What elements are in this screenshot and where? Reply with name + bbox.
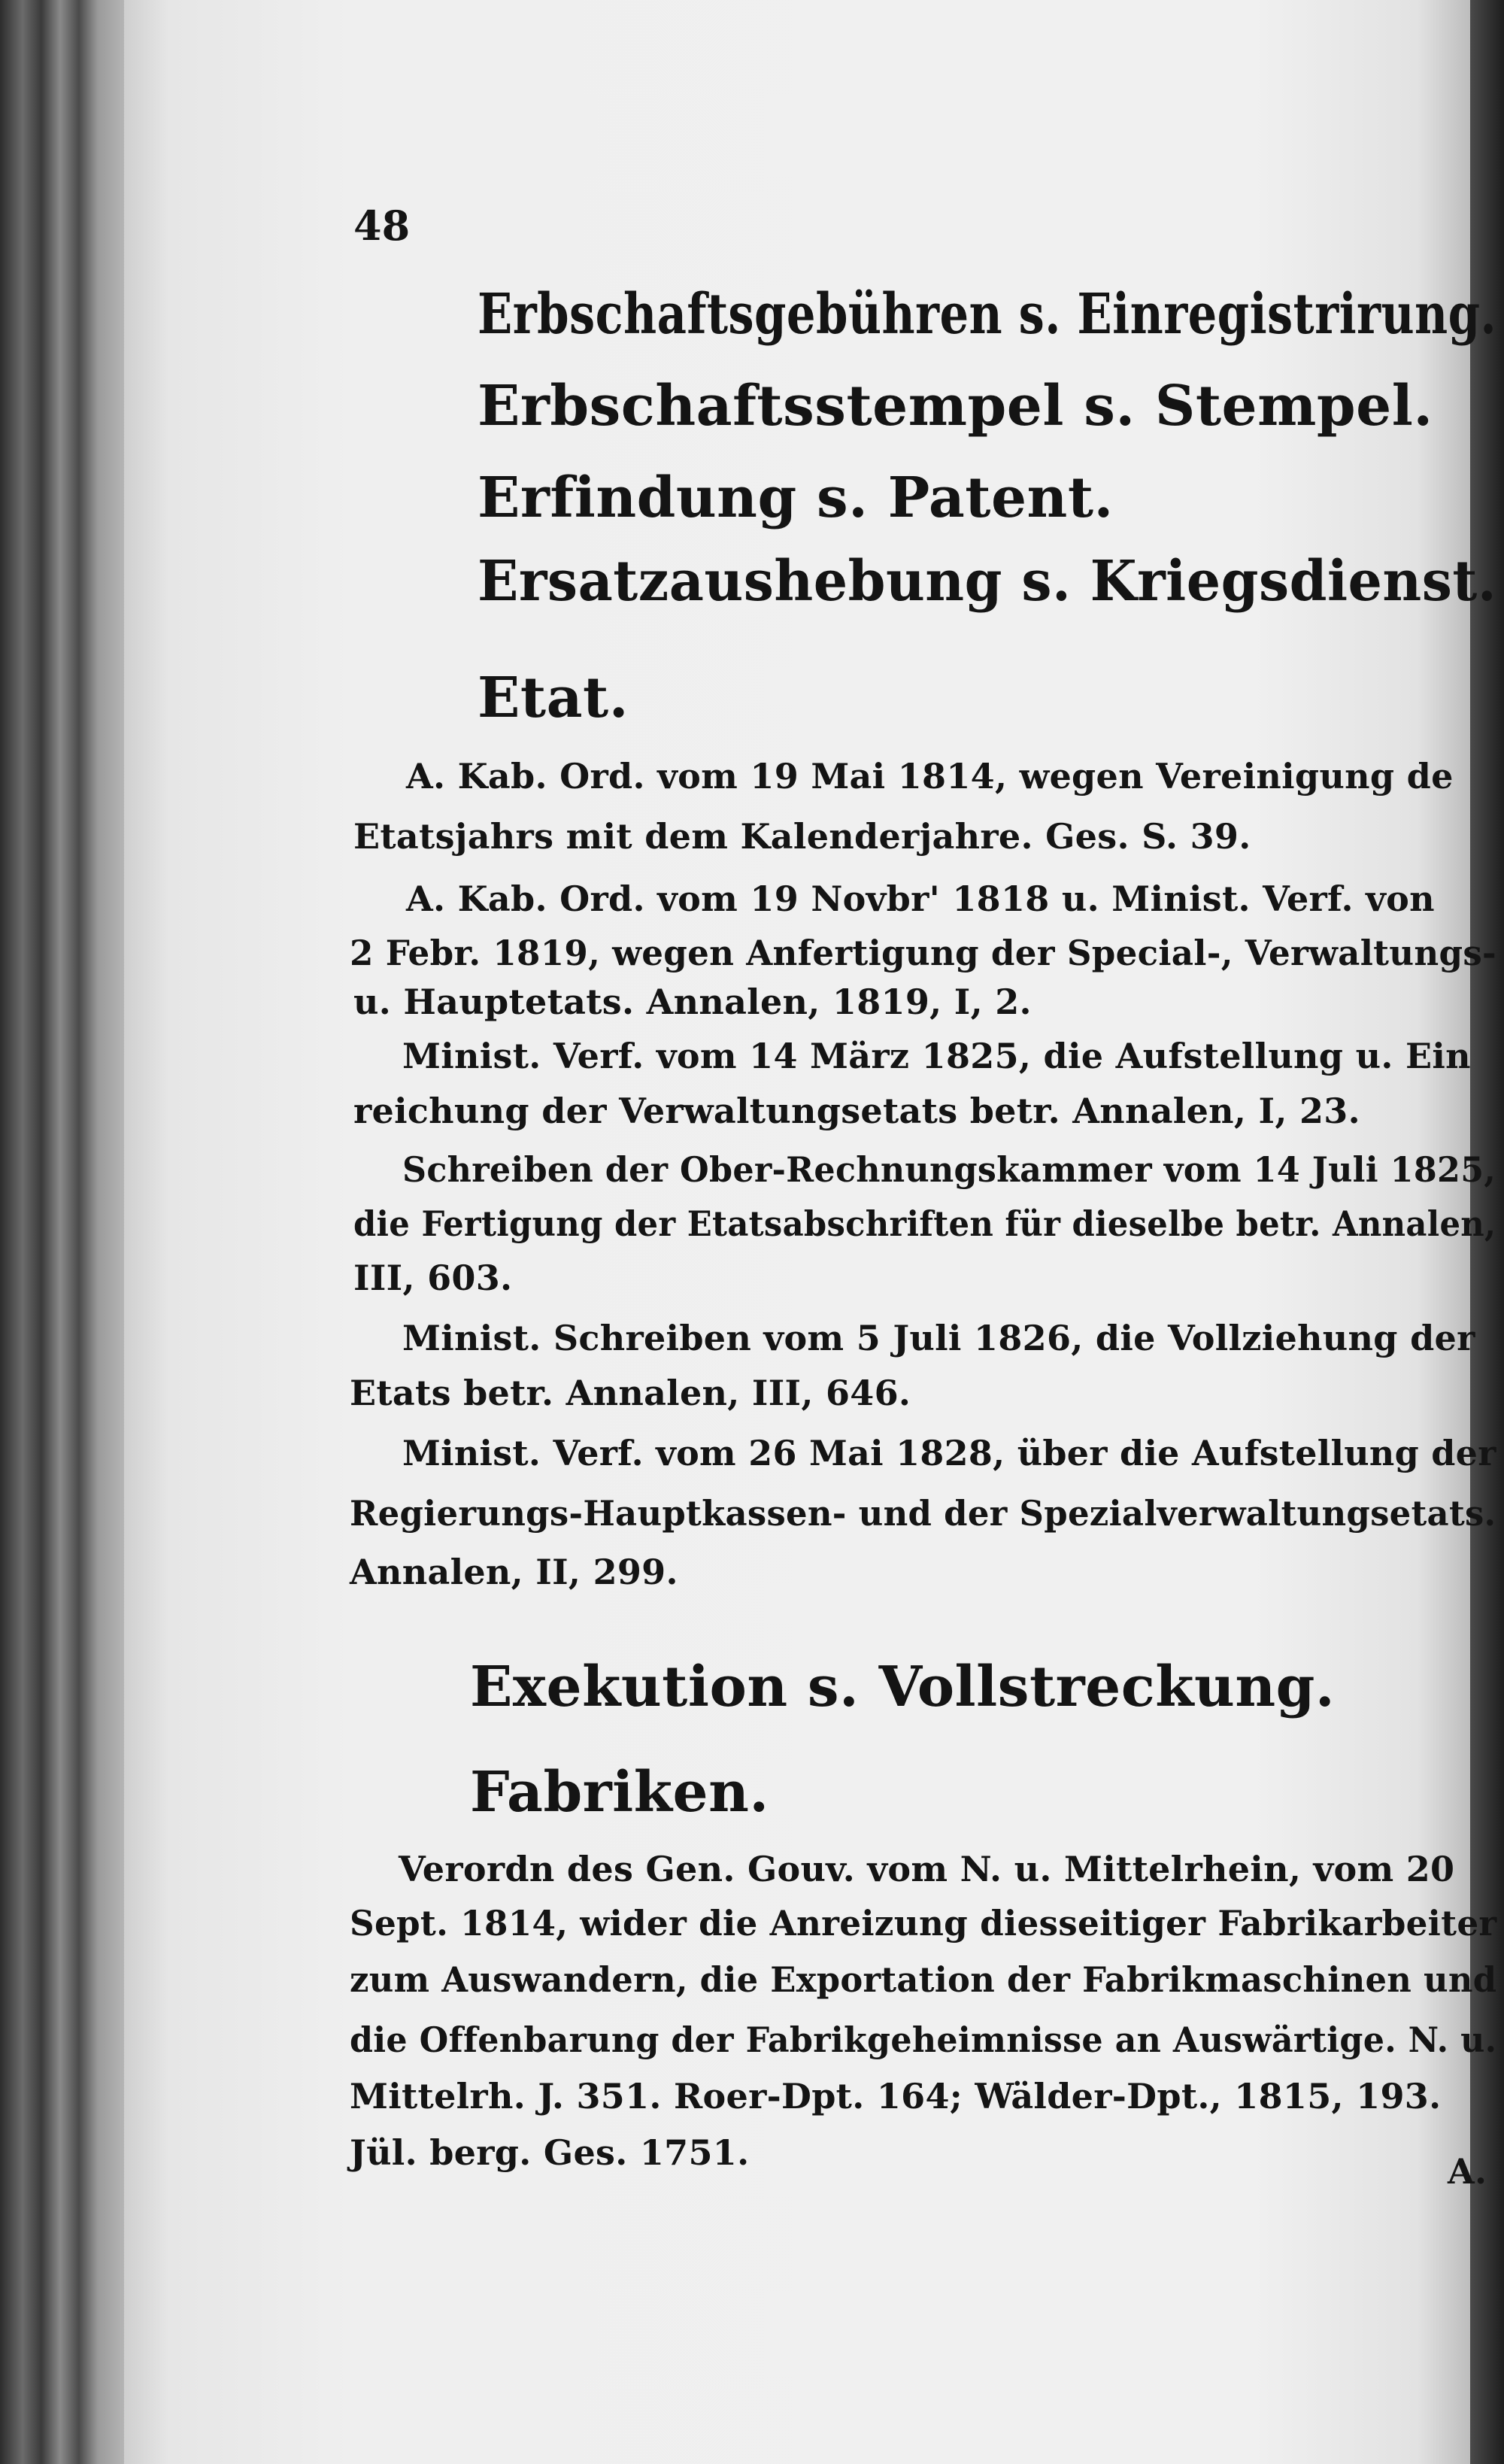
etat-line: Annalen, II, 299.	[350, 1552, 678, 1592]
fabriken-line: Verordn des Gen. Gouv. vom N. u. Mittelrhein, vom 20	[399, 1849, 1455, 1889]
etat-line: Regierungs-Hauptkassen- und der Spezialverwaltungsetats.	[350, 1493, 1496, 1534]
heading-fabriken: Fabriken.	[470, 1760, 769, 1825]
heading-etat: Etat.	[478, 666, 629, 730]
fabriken-line: zum Auswandern, die Exportation der Fabrikmaschinen und	[350, 1959, 1497, 2000]
fabriken-line: die Offenbarung der Fabrikgeheimnisse an Auswärtige. N. u.	[350, 2019, 1497, 2060]
fabriken-line: Jül. berg. Ges. 1751.	[350, 2132, 750, 2173]
heading-erfindung: Erfindung s. Patent.	[478, 466, 1114, 530]
heading-erbschaftsgebuehren: Erbschaftsgebühren s. Einregistrirung.	[478, 282, 1497, 347]
catchword: A.	[1448, 2151, 1487, 2192]
heading-ersatzaushebung: Ersatzaushebung s. Kriegsdienst.	[478, 549, 1497, 614]
etat-line: Minist. Verf. vom 14 März 1825, die Aufstellung u. Ein	[402, 1036, 1471, 1076]
etat-line: Etats betr. Annalen, III, 646.	[350, 1373, 911, 1413]
etat-line: Etatsjahrs mit dem Kalenderjahre. Ges. S. 39.	[353, 816, 1251, 857]
etat-line: 2 Febr. 1819, wegen Anfertigung der Special-, Verwaltungs-	[350, 933, 1497, 973]
etat-line: reichung der Verwaltungsetats betr. Annalen, I, 23.	[353, 1091, 1360, 1131]
etat-line: Minist. Verf. vom 26 Mai 1828, über die Aufstellung der	[402, 1433, 1496, 1473]
etat-line: A. Kab. Ord. vom 19 Mai 1814, wegen Vereinigung de	[406, 756, 1454, 797]
heading-erbschaftsstempel: Erbschaftsstempel s. Stempel.	[478, 374, 1433, 438]
heading-exekution: Exekution s. Vollstreckung.	[470, 1655, 1336, 1719]
etat-line: A. Kab. Ord. vom 19 Novbr' 1818 u. Minist. Verf. von	[406, 878, 1435, 919]
etat-line: u. Hauptetats. Annalen, 1819, I, 2.	[353, 982, 1032, 1022]
etat-line: die Fertigung der Etatsabschriften für dieselbe betr. Annalen,	[353, 1203, 1496, 1244]
etat-line: Schreiben der Ober-Rechnungskammer vom 14 Juli 1825,	[402, 1149, 1496, 1190]
fabriken-line: Mittelrh. J. 351. Roer-Dpt. 164; Wälder-Dpt., 1815, 193.	[350, 2076, 1442, 2117]
etat-line: III, 603.	[353, 1258, 513, 1298]
page-number: 48	[353, 202, 411, 250]
etat-line: Minist. Schreiben vom 5 Juli 1826, die Vollziehung der	[402, 1318, 1475, 1358]
fabriken-line: Sept. 1814, wider die Anreizung diesseitiger Fabrikarbeiter	[350, 1903, 1497, 1944]
